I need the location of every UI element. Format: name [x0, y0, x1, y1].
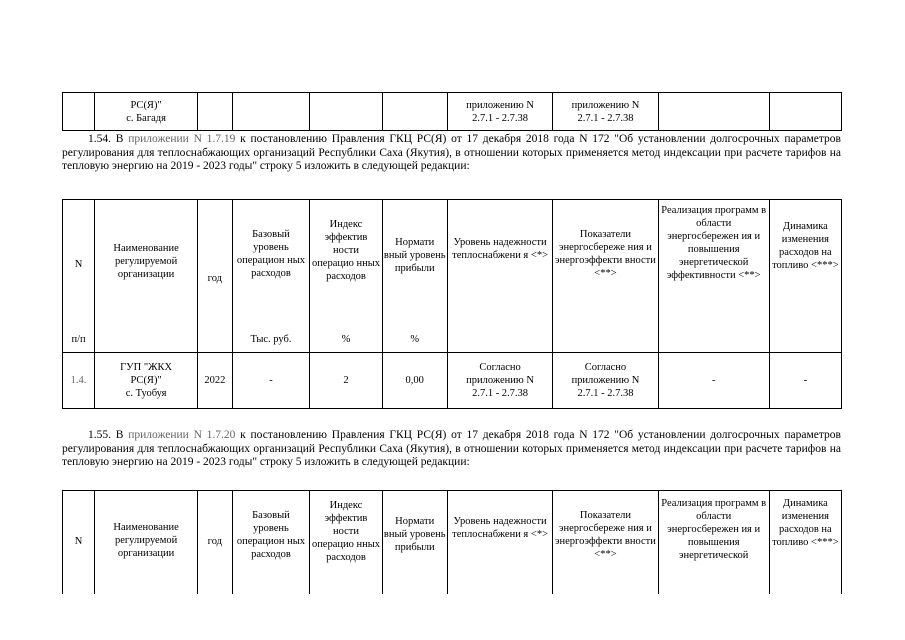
row-rel-line1: Согласно: [479, 362, 521, 373]
header-n: [63, 491, 95, 595]
header-programs: [658, 200, 769, 353]
row-base: -: [232, 353, 310, 409]
unit-n: п/п: [71, 334, 86, 345]
header-name: [95, 491, 198, 595]
energy-line: приложению N: [571, 99, 640, 111]
unit-norm: %: [410, 334, 420, 345]
header-n-label: N: [74, 259, 83, 270]
cell-dyn: [769, 93, 841, 131]
cell-base: [232, 93, 310, 131]
header-energy-label: Показатели энергосбереже ния и энергоэффекти вности <**>: [555, 229, 656, 279]
header-norm-label: Нормати вный уровень прибыли: [383, 237, 446, 274]
header-year: [198, 491, 232, 595]
header-programs: [658, 491, 769, 595]
table-prev-fragment: [62, 92, 842, 131]
header-n-label: N: [74, 536, 83, 547]
rel-line: приложению N: [466, 99, 534, 111]
appendix-link[interactable]: приложении N 1.7.20: [128, 429, 236, 441]
header-base: [232, 491, 310, 595]
row-energy: [553, 353, 658, 409]
header-norm: [382, 491, 447, 595]
cell-norm: [382, 93, 447, 131]
header-base-label: Базовый уровень операцион ных расходов: [236, 229, 306, 279]
table-1-55-clip: [62, 490, 843, 594]
header-index-label: Индекс эффектив ности операцио нных расходов: [311, 219, 381, 282]
rel-range: 2.7.1 - 2.7.38: [472, 112, 529, 124]
unit-base: Тыс. руб.: [250, 334, 292, 345]
cell-energy: [553, 93, 658, 131]
row-energy-line3: 2.7.1 - 2.7.38: [577, 388, 634, 399]
row-n: 1.4.: [63, 353, 95, 409]
header-index: [310, 200, 382, 353]
header-rel: [447, 491, 552, 595]
header-year-label: год: [207, 536, 222, 547]
header-norm: [382, 200, 447, 353]
header-base-label: Базовый уровень операцион ных расходов: [236, 510, 306, 560]
row-name-line3: с. Туобуя: [125, 388, 167, 399]
header-base: [232, 200, 310, 353]
header-energy: [553, 200, 658, 353]
row-energy-line1: Согласно: [584, 362, 627, 373]
cell-programs: [658, 93, 769, 131]
row-rel-line3: 2.7.1 - 2.7.38: [472, 388, 529, 399]
table-1-55: [62, 490, 842, 594]
cell-index: [310, 93, 382, 131]
energy-range: 2.7.1 - 2.7.38: [577, 112, 634, 124]
table-1-54: [62, 199, 842, 409]
header-dyn: [769, 200, 841, 353]
header-year-label: год: [207, 273, 222, 284]
row-energy-line2: приложению N: [571, 375, 640, 386]
unit-index: %: [341, 334, 351, 345]
para-number: 1.54. В: [88, 133, 124, 145]
header-index: [310, 491, 382, 595]
row-rel-line2: приложению N: [466, 375, 534, 386]
header-rel: [447, 200, 552, 353]
paragraph-1-55: [62, 429, 841, 470]
cell-year: [198, 93, 232, 131]
org-line1: РС(Я)": [130, 99, 162, 111]
row-name-line1: ГУП "ЖКХ: [120, 362, 173, 373]
cell-org: [95, 93, 198, 131]
header-n: [63, 200, 95, 353]
header-name-label: Наименование регулируемой организации: [113, 522, 179, 559]
para-number: 1.55. В: [88, 429, 124, 441]
row-programs: -: [658, 353, 769, 409]
header-dyn-label: Динамика изменения расходов на топливо <***>: [772, 221, 839, 271]
header-rel-label: Уровень надежности теплоснабжени я <*>: [452, 237, 548, 261]
cell-rel: [447, 93, 552, 131]
table-row: [63, 353, 842, 409]
header-name: [95, 200, 198, 353]
header-row: [63, 200, 842, 353]
paragraph-1-54: [62, 133, 841, 174]
row-name-line2: РС(Я)": [130, 375, 162, 386]
row-index: 2: [310, 353, 382, 409]
row-rel: [447, 353, 552, 409]
row-norm: 0,00: [382, 353, 447, 409]
header-programs-label: Реализация программ в области энергосбережен ия и повышения энергетической эффективности <**>: [661, 205, 767, 281]
row-name: [95, 353, 198, 409]
header-row: [63, 491, 842, 595]
header-name-label: Наименование регулируемой организации: [113, 243, 179, 280]
para-text: к постановлению Правления ГКЦ РС(Я) от 17 декабря 2018 года N 172 "Об установлении долгосрочных параметров регулирования для теплоснабжающих организаций Республики Саха (Якутия), в отношении которых применяется метод индексации при расчете тарифов на тепловую энергию на 2019 - 2023 годы" строку 5 изложить в следующей редакции:: [62, 429, 841, 468]
org-line2: с. Багадя: [126, 112, 166, 124]
header-rel-label: Уровень надежности теплоснабжени я <*>: [452, 516, 548, 540]
cell-n: [63, 93, 95, 131]
header-dyn-label: Динамика изменения расходов на топливо <***>: [772, 498, 839, 548]
header-norm-label: Нормати вный уровень прибыли: [383, 516, 446, 553]
para-text: к постановлению Правления ГКЦ РС(Я) от 17 декабря 2018 года N 172 "Об установлении долгосрочных параметров регулирования для теплоснабжающих организаций Республики Саха (Якутия), в отношении которых применяется метод индексации при расчете тарифов на тепловую энергию на 2019 - 2023 годы" строку 5 изложить в следующей редакции:: [62, 133, 841, 172]
header-index-label: Индекс эффектив ности операцио нных расходов: [311, 500, 381, 563]
header-energy-label: Показатели энергосбереже ния и энергоэффекти вности <**>: [555, 510, 656, 560]
header-energy: [553, 491, 658, 595]
header-dyn: [769, 491, 841, 595]
row-year: 2022: [198, 353, 232, 409]
header-year: [198, 200, 232, 353]
row-dyn: -: [769, 353, 841, 409]
header-programs-label: Реализация программ в области энергосбережен ия и повышения энергетической: [661, 498, 767, 561]
appendix-link[interactable]: приложении N 1.7.19: [128, 133, 236, 145]
